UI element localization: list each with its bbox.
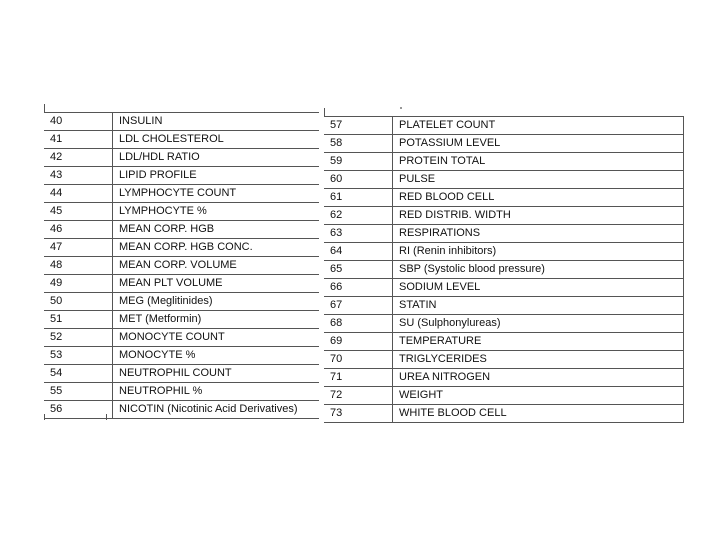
row-label: NICOTIN (Nicotinic Acid Derivatives) — [113, 401, 320, 419]
row-label: RED DISTRIB. WIDTH — [393, 207, 684, 225]
row-label: SODIUM LEVEL — [393, 279, 684, 297]
row-label: LYMPHOCYTE COUNT — [113, 185, 320, 203]
table-row — [44, 203, 319, 221]
row-number: 73 — [324, 405, 393, 423]
row-number: 72 — [324, 387, 393, 405]
table-row — [324, 189, 684, 207]
row-label: STATIN — [393, 297, 684, 315]
row-label: MEAN CORP. HGB — [113, 221, 320, 239]
row-label: LDL CHOLESTEROL — [113, 131, 320, 149]
table-row — [44, 401, 319, 419]
table-row — [44, 365, 319, 383]
row-label: SBP (Systolic blood pressure) — [393, 261, 684, 279]
stray-mark — [400, 107, 402, 109]
row-number: 51 — [44, 311, 113, 329]
row-label: NEUTROPHIL % — [113, 383, 320, 401]
row-number: 47 — [44, 239, 113, 257]
row-number: 44 — [44, 185, 113, 203]
right-table — [324, 116, 684, 423]
table-row — [44, 293, 319, 311]
row-number: 60 — [324, 171, 393, 189]
row-number: 64 — [324, 243, 393, 261]
row-label: LIPID PROFILE — [113, 167, 320, 185]
table-row — [44, 167, 319, 185]
row-label: TEMPERATURE — [393, 333, 684, 351]
left-table — [44, 112, 319, 419]
row-number: 71 — [324, 369, 393, 387]
row-number: 67 — [324, 297, 393, 315]
row-label: MEAN PLT VOLUME — [113, 275, 320, 293]
row-label: WEIGHT — [393, 387, 684, 405]
row-label: UREA NITROGEN — [393, 369, 684, 387]
row-label: POTASSIUM LEVEL — [393, 135, 684, 153]
table-row — [44, 221, 319, 239]
table-row — [324, 369, 684, 387]
table-row — [324, 153, 684, 171]
table-row — [44, 347, 319, 365]
table-row — [44, 185, 319, 203]
table-row — [44, 149, 319, 167]
row-number: 43 — [44, 167, 113, 185]
table-row — [324, 387, 684, 405]
row-number: 63 — [324, 225, 393, 243]
row-label: PLATELET COUNT — [393, 117, 684, 135]
row-label: INSULIN — [113, 113, 320, 131]
left-edge-line-bottom — [44, 414, 45, 420]
row-number: 58 — [324, 135, 393, 153]
row-label: MEAN CORP. VOLUME — [113, 257, 320, 275]
row-number: 46 — [44, 221, 113, 239]
table-row — [44, 329, 319, 347]
row-label: MET (Metformin) — [113, 311, 320, 329]
table-row — [324, 243, 684, 261]
row-number: 41 — [44, 131, 113, 149]
row-number: 42 — [44, 149, 113, 167]
table-row — [44, 275, 319, 293]
table-row — [324, 135, 684, 153]
table-row — [324, 351, 684, 369]
row-number: 59 — [324, 153, 393, 171]
left-edge-line — [44, 104, 45, 112]
middle-edge-line — [324, 108, 325, 116]
row-number: 61 — [324, 189, 393, 207]
table-row — [44, 113, 319, 131]
table-row — [324, 207, 684, 225]
row-label: LYMPHOCYTE % — [113, 203, 320, 221]
table-row — [324, 315, 684, 333]
table-row — [324, 225, 684, 243]
row-label: MONOCYTE % — [113, 347, 320, 365]
row-label: RESPIRATIONS — [393, 225, 684, 243]
table-row — [44, 131, 319, 149]
row-label: PULSE — [393, 171, 684, 189]
row-number: 69 — [324, 333, 393, 351]
table-row — [324, 405, 684, 423]
row-label: PROTEIN TOTAL — [393, 153, 684, 171]
row-number: 54 — [44, 365, 113, 383]
row-number: 49 — [44, 275, 113, 293]
table-row — [324, 171, 684, 189]
row-number: 62 — [324, 207, 393, 225]
row-number: 65 — [324, 261, 393, 279]
row-number: 66 — [324, 279, 393, 297]
row-label: MEAN CORP. HGB CONC. — [113, 239, 320, 257]
table-row — [44, 257, 319, 275]
divider-line-bottom — [106, 414, 107, 420]
row-label: MEG (Meglitinides) — [113, 293, 320, 311]
table-row — [44, 383, 319, 401]
row-number: 55 — [44, 383, 113, 401]
row-label: MONOCYTE COUNT — [113, 329, 320, 347]
row-label: SU (Sulphonylureas) — [393, 315, 684, 333]
table-row — [324, 279, 684, 297]
table-row — [44, 311, 319, 329]
row-number: 70 — [324, 351, 393, 369]
row-number: 53 — [44, 347, 113, 365]
table-row — [44, 239, 319, 257]
row-number: 40 — [44, 113, 113, 131]
row-number: 56 — [44, 401, 113, 419]
row-number: 52 — [44, 329, 113, 347]
row-number: 57 — [324, 117, 393, 135]
table-row — [324, 333, 684, 351]
row-label: LDL/HDL RATIO — [113, 149, 320, 167]
row-label: NEUTROPHIL COUNT — [113, 365, 320, 383]
table-row — [324, 261, 684, 279]
row-label: RI (Renin inhibitors) — [393, 243, 684, 261]
row-label: RED BLOOD CELL — [393, 189, 684, 207]
row-number: 48 — [44, 257, 113, 275]
row-label: TRIGLYCERIDES — [393, 351, 684, 369]
table-row — [324, 117, 684, 135]
table-row — [324, 297, 684, 315]
row-number: 68 — [324, 315, 393, 333]
row-number: 45 — [44, 203, 113, 221]
row-number: 50 — [44, 293, 113, 311]
row-label: WHITE BLOOD CELL — [393, 405, 684, 423]
